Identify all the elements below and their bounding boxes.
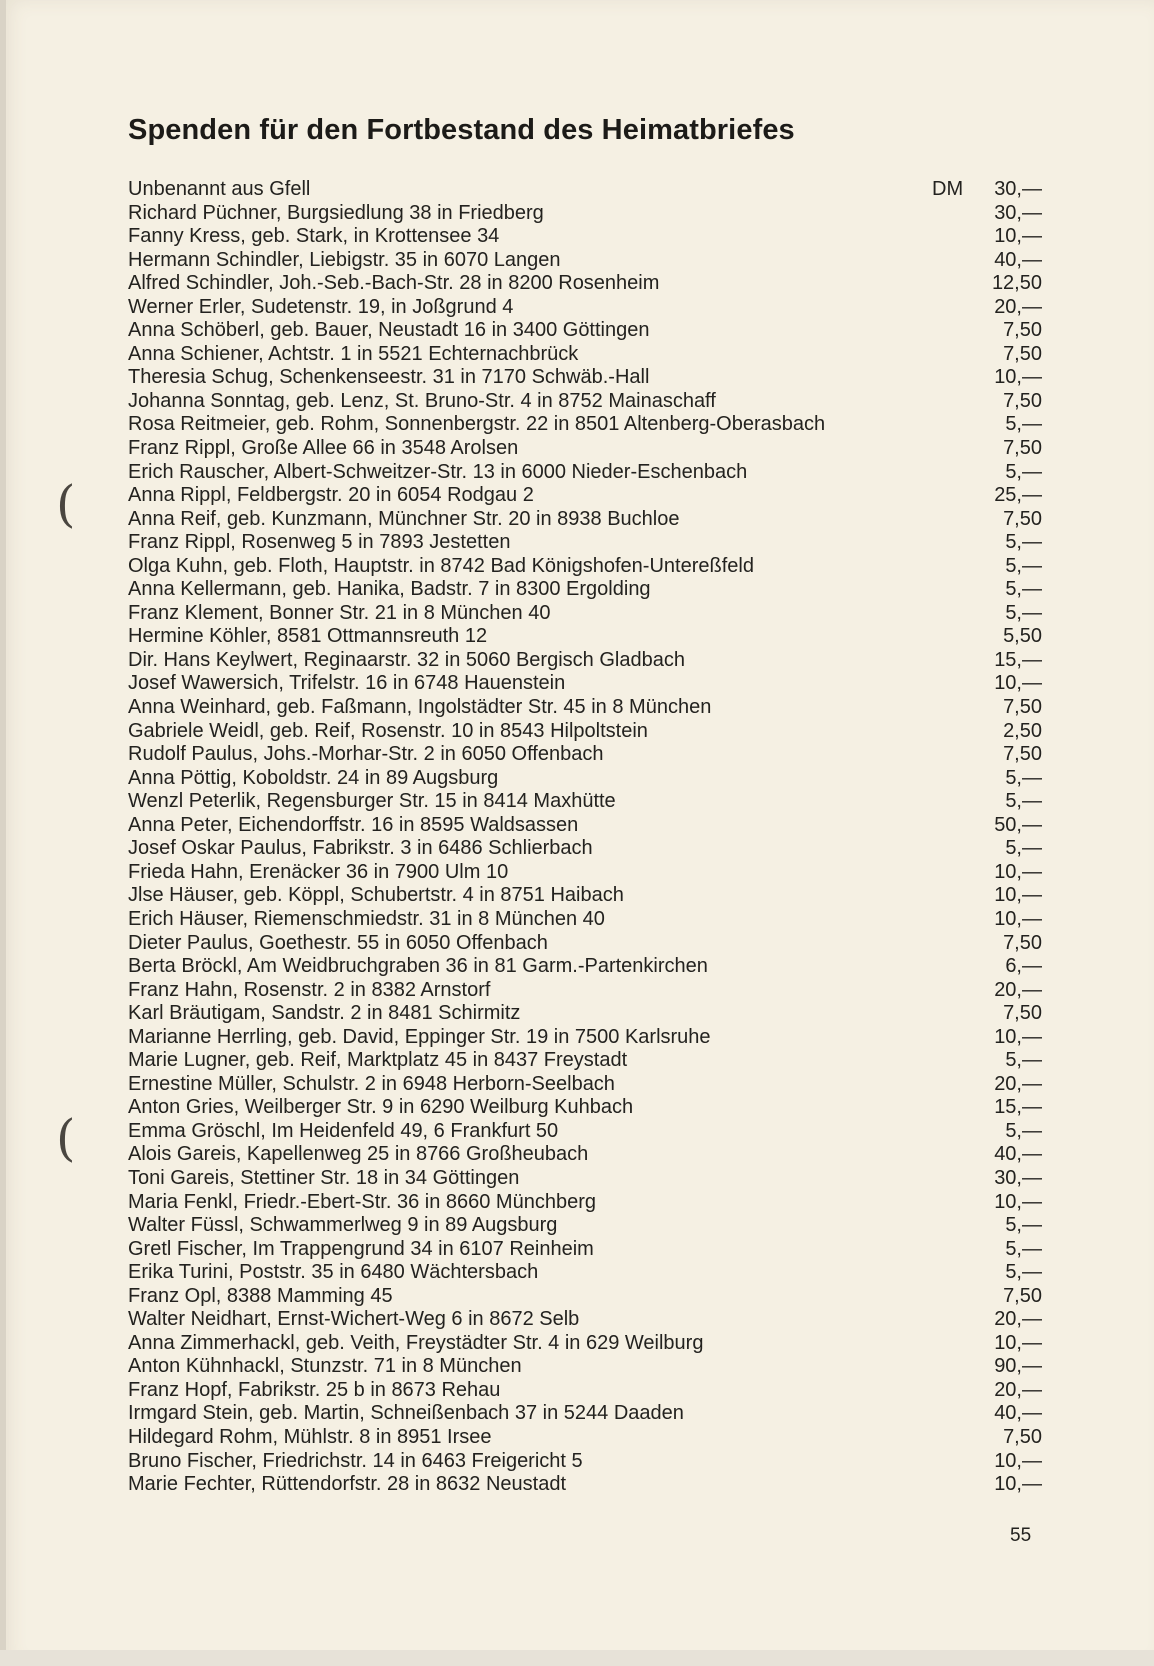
donation-amount: 20,— [994,1378,1042,1401]
currency-label [932,790,988,814]
currency-label [932,1143,988,1167]
donor-name-address: Fanny Kress, geb. Stark, in Krottensee 34 [128,225,500,248]
donation-amount: 7,50 [1003,1002,1042,1025]
donation-row [128,1002,1042,1026]
currency-label [932,767,988,791]
donor-name-address: Anna Pöttig, Koboldstr. 24 in 89 Augsburg [128,766,499,789]
donation-amount: 5,— [1005,1119,1042,1142]
donation-row [128,955,1042,979]
currency-label [932,1332,988,1356]
donation-amount: 10,— [994,225,1042,248]
currency-label: DM [932,178,964,200]
donation-amount: 30,— [994,201,1042,224]
donation-amount: 5,— [1005,766,1042,789]
donation-row [128,319,1042,343]
donor-name-address: Franz Rippl, Große Allee 66 in 3548 Arolsen [128,437,519,460]
donation-amount: 10,— [994,672,1042,695]
currency-label [932,743,988,767]
donor-name-address: Franz Klement, Bonner Str. 21 in 8 München 40 [128,601,551,624]
currency-label [932,1473,988,1497]
currency-label [932,319,988,343]
donation-amount: 15,— [994,1096,1042,1119]
donation-row [128,814,1042,838]
donation-amount: 7,50 [1003,1425,1042,1448]
donation-row [128,390,1042,414]
currency-label [932,1214,988,1238]
donor-name-address: Bruno Fischer, Friedrichstr. 14 in 6463 Freigericht 5 [128,1449,583,1472]
donation-row [128,884,1042,908]
donation-amount: 15,— [994,648,1042,671]
currency-label [932,932,988,956]
donation-row [128,249,1042,273]
donation-amount: 7,50 [1003,342,1042,365]
donor-name-address: Franz Rippl, Rosenweg 5 in 7893 Jestetten [128,531,511,554]
punch-hole-mark-top: ( [56,475,76,533]
currency-label [932,1308,988,1332]
donor-name-address: Unbenannt aus Gfell [128,178,311,200]
donation-amount: 5,— [1005,790,1042,813]
donation-row [128,649,1042,673]
donation-row [128,1238,1042,1262]
donation-amount: 5,— [1005,578,1042,601]
donation-amount: 5,— [1005,601,1042,624]
donor-name-address: Franz Hopf, Fabrikstr. 25 b in 8673 Rehau [128,1378,501,1401]
donation-row [128,202,1042,226]
donation-row [128,837,1042,861]
donor-name-address: Walter Füssl, Schwammerlweg 9 in 89 Augsburg [128,1214,558,1237]
donation-row [128,413,1042,437]
donor-name-address: Josef Wawersich, Trifelstr. 16 in 6748 Hauenstein [128,672,566,695]
donor-name-address: Erich Häuser, Riemenschmiedstr. 31 in 8 München 40 [128,907,605,930]
currency-label [932,484,988,508]
donation-amount: 5,— [1005,837,1042,860]
donation-row [128,1450,1042,1474]
donation-row [128,1026,1042,1050]
currency-label [932,602,988,626]
donation-row [128,979,1042,1003]
currency-label [932,1073,988,1097]
donor-name-address: Anna Reif, geb. Kunzmann, Münchner Str. 20 in 8938 Buchloe [128,507,680,530]
donation-row [128,1096,1042,1120]
donor-name-address: Anna Weinhard, geb. Faßmann, Ingolstädter Str. 45 in 8 München [128,696,712,719]
donation-row [128,790,1042,814]
donation-amount: 30,— [994,178,1042,200]
donor-name-address: Anna Schöberl, geb. Bauer, Neustadt 16 in 3400 Göttingen [128,319,650,342]
donor-name-address: Anton Kühnhackl, Stunzstr. 71 in 8 München [128,1355,522,1378]
page-bottom-edge [0,1650,1154,1666]
donation-row [128,1214,1042,1238]
donation-row [128,908,1042,932]
currency-label [932,437,988,461]
donation-amount: 12,50 [991,272,1042,295]
donation-list [128,178,1042,1497]
donation-row [128,555,1042,579]
donor-name-address: Gretl Fischer, Im Trappengrund 34 in 6107 Reinheim [128,1237,594,1260]
currency-label [932,861,988,885]
donation-row [128,1402,1042,1426]
currency-label [932,390,988,414]
currency-label [932,1120,988,1144]
donation-amount: 40,— [994,1402,1042,1425]
page-number: 55 [1010,1525,1032,1546]
donor-name-address: Richard Püchner, Burgsiedlung 38 in Friedberg [128,201,544,224]
donation-row [128,1191,1042,1215]
currency-label [932,908,988,932]
donor-name-address: Alfred Schindler, Joh.-Seb.-Bach-Str. 28 in 8200 Rosenheim [128,272,660,295]
donor-name-address: Anna Rippl, Feldbergstr. 20 in 6054 Rodgau 2 [128,484,534,507]
donor-name-address: Erika Turini, Poststr. 35 in 6480 Wächtersbach [128,1261,539,1284]
currency-label [932,1285,988,1309]
currency-label [932,1002,988,1026]
currency-label [932,884,988,908]
donor-name-address: Olga Kuhn, geb. Floth, Hauptstr. in 8742 Bad Königshofen-Untereßfeld [128,554,754,577]
donation-row [128,1473,1042,1497]
donation-row [128,461,1042,485]
donation-row [128,508,1042,532]
donor-name-address: Rudolf Paulus, Johs.-Morhar-Str. 2 in 6050 Offenbach [128,743,604,766]
donation-amount: 5,— [1005,554,1042,577]
donor-name-address: Gabriele Weidl, geb. Reif, Rosenstr. 10 in 8543 Hilpoltstein [128,719,648,742]
donor-name-address: Dieter Paulus, Goethestr. 55 in 6050 Offenbach [128,931,548,954]
donation-row [128,437,1042,461]
donor-name-address: Johanna Sonntag, geb. Lenz, St. Bruno-Str. 4 in 8752 Mainaschaff [128,389,716,412]
donor-name-address: Anna Kellermann, geb. Hanika, Badstr. 7 in 8300 Ergolding [128,578,651,601]
donation-row [128,178,1042,202]
donation-amount: 10,— [994,1449,1042,1472]
donation-amount: 20,— [994,1308,1042,1331]
currency-label [932,649,988,673]
donation-amount: 10,— [994,1331,1042,1354]
donation-amount: 7,50 [1003,743,1042,766]
donor-name-address: Irmgard Stein, geb. Martin, Schneißenbach 37 in 5244 Daaden [128,1402,684,1425]
donation-amount: 10,— [994,884,1042,907]
donation-row [128,1308,1042,1332]
donor-name-address: Anna Schiener, Achtstr. 1 in 5521 Echternachbrück [128,342,579,365]
donor-name-address: Anna Peter, Eichendorffstr. 16 in 8595 Waldsassen [128,813,579,836]
donation-row [128,1426,1042,1450]
donation-amount: 7,50 [1003,437,1042,460]
page-left-edge [0,0,6,1666]
donor-name-address: Ernestine Müller, Schulstr. 2 in 6948 Herborn-Seelbach [128,1072,615,1095]
donation-row [128,1285,1042,1309]
donation-row [128,1143,1042,1167]
currency-label [932,249,988,273]
donation-amount: 5,— [1005,1214,1042,1237]
currency-label [932,272,988,296]
currency-label [932,296,988,320]
currency-label [932,1355,988,1379]
currency-label [932,1238,988,1262]
currency-label [932,1379,988,1403]
donor-name-address: Erich Rauscher, Albert-Schweitzer-Str. 13 in 6000 Nieder-Eschenbach [128,460,748,483]
donation-amount: 10,— [994,366,1042,389]
currency-label [932,343,988,367]
donation-amount: 5,— [1005,460,1042,483]
donation-amount: 30,— [994,1166,1042,1189]
donation-amount: 6,— [1005,955,1042,978]
donor-name-address: Dir. Hans Keylwert, Reginaarstr. 32 in 5060 Bergisch Gladbach [128,648,685,671]
donor-name-address: Rosa Reitmeier, geb. Rohm, Sonnenbergstr. 22 in 8501 Altenberg-Oberasbach [128,413,826,436]
donor-name-address: Toni Gareis, Stettiner Str. 18 in 34 Göttingen [128,1166,520,1189]
donation-row [128,1379,1042,1403]
donor-name-address: Werner Erler, Sudetenstr. 19, in Joßgrund 4 [128,295,514,318]
donor-name-address: Marie Fechter, Rüttendorfstr. 28 in 8632 Neustadt [128,1473,567,1496]
donation-row [128,743,1042,767]
currency-label [932,508,988,532]
donation-row [128,602,1042,626]
donation-row [128,1355,1042,1379]
donation-row [128,225,1042,249]
donation-row [128,720,1042,744]
donor-name-address: Alois Gareis, Kapellenweg 25 in 8766 Großheubach [128,1143,589,1166]
donation-row [128,625,1042,649]
donor-name-address: Hermann Schindler, Liebigstr. 35 in 6070 Langen [128,248,561,271]
currency-label [932,955,988,979]
donation-amount: 20,— [994,1072,1042,1095]
donation-amount: 90,— [994,1355,1042,1378]
donation-amount: 5,50 [1003,625,1042,648]
donor-name-address: Walter Neidhart, Ernst-Wichert-Weg 6 in 8672 Selb [128,1308,580,1331]
donation-amount: 20,— [994,295,1042,318]
donor-name-address: Marie Lugner, geb. Reif, Marktplatz 45 in 8437 Freystadt [128,1049,628,1072]
donor-name-address: Jlse Häuser, geb. Köppl, Schubertstr. 4 in 8751 Haibach [128,884,624,907]
currency-label [932,696,988,720]
donation-amount: 2,50 [1003,719,1042,742]
donor-name-address: Franz Hahn, Rosenstr. 2 in 8382 Arnstorf [128,978,491,1001]
donation-row [128,767,1042,791]
donation-amount: 20,— [994,978,1042,1001]
donation-amount: 40,— [994,248,1042,271]
donation-row [128,366,1042,390]
donor-name-address: Josef Oskar Paulus, Fabrikstr. 3 in 6486 Schlierbach [128,837,593,860]
donation-row [128,1261,1042,1285]
donor-name-address: Hildegard Rohm, Mühlstr. 8 in 8951 Irsee [128,1425,492,1448]
donation-amount: 5,— [1005,1237,1042,1260]
currency-label [932,1191,988,1215]
donor-name-address: Karl Bräutigam, Sandstr. 2 in 8481 Schirmitz [128,1002,521,1025]
currency-label [932,625,988,649]
donation-amount: 5,— [1005,1049,1042,1072]
donation-amount: 7,50 [1003,389,1042,412]
donor-name-address: Berta Bröckl, Am Weidbruchgraben 36 in 81 Garm.-Partenkirchen [128,955,708,978]
donation-amount: 10,— [994,1190,1042,1213]
donation-row [128,1120,1042,1144]
donation-row [128,296,1042,320]
donor-name-address: Maria Fenkl, Friedr.-Ebert-Str. 36 in 8660 Münchberg [128,1190,596,1213]
donor-name-address: Marianne Herrling, geb. David, Eppinger Str. 19 in 7500 Karlsruhe [128,1025,711,1048]
donation-amount: 7,50 [1003,507,1042,530]
currency-label [932,366,988,390]
currency-label [932,578,988,602]
donation-amount: 7,50 [1003,931,1042,954]
donation-row [128,672,1042,696]
currency-label [932,202,988,226]
donor-name-address: Theresia Schug, Schenkenseestr. 31 in 7170 Schwäb.-Hall [128,366,650,389]
donor-name-address: Anna Zimmerhackl, geb. Veith, Freystädter Str. 4 in 629 Weilburg [128,1331,704,1354]
donation-amount: 5,— [1005,413,1042,436]
currency-label [932,814,988,838]
donation-row [128,578,1042,602]
donation-amount: 7,50 [1003,319,1042,342]
donor-name-address: Frieda Hahn, Erenäcker 36 in 7900 Ulm 10 [128,860,509,883]
currency-label [932,720,988,744]
currency-label [932,1096,988,1120]
currency-label [932,1450,988,1474]
donor-name-address: Franz Opl, 8388 Mamming 45 [128,1284,393,1307]
donation-row [128,484,1042,508]
currency-label [932,461,988,485]
donation-amount: 10,— [994,1473,1042,1496]
punch-hole-mark-bottom: ( [56,1109,76,1167]
donation-row [128,531,1042,555]
donation-row [128,1049,1042,1073]
donation-amount: 5,— [1005,1261,1042,1284]
donation-amount: 10,— [994,907,1042,930]
currency-label [932,1049,988,1073]
donation-row [128,1073,1042,1097]
donation-row [128,696,1042,720]
donation-row [128,343,1042,367]
donor-name-address: Emma Gröschl, Im Heidenfeld 49, 6 Frankfurt 50 [128,1119,559,1142]
donation-amount: 25,— [994,484,1042,507]
currency-label [932,837,988,861]
donation-amount: 10,— [994,1025,1042,1048]
currency-label [932,1026,988,1050]
currency-label [932,1261,988,1285]
donation-row [128,1332,1042,1356]
donor-name-address: Hermine Köhler, 8581 Ottmannsreuth 12 [128,625,488,648]
currency-label [932,1426,988,1450]
donor-name-address: Anton Gries, Weilberger Str. 9 in 6290 Weilburg Kuhbach [128,1096,634,1119]
donation-amount: 5,— [1005,531,1042,554]
currency-label [932,672,988,696]
donation-amount: 7,50 [1003,696,1042,719]
donation-row [128,932,1042,956]
donation-amount: 7,50 [1003,1284,1042,1307]
donation-amount: 10,— [994,860,1042,883]
donation-amount: 50,— [994,813,1042,836]
donation-amount: 40,— [994,1143,1042,1166]
currency-label [932,531,988,555]
currency-label [932,979,988,1003]
currency-label [932,413,988,437]
donation-row [128,861,1042,885]
donation-row [128,1167,1042,1191]
currency-label [932,1402,988,1426]
page-title: Spenden für den Fortbestand des Heimatbriefes [128,114,795,146]
currency-label [932,1167,988,1191]
donor-name-address: Wenzl Peterlik, Regensburger Str. 15 in 8414 Maxhütte [128,790,616,813]
currency-label [932,555,988,579]
donation-row [128,272,1042,296]
currency-label [932,225,988,249]
